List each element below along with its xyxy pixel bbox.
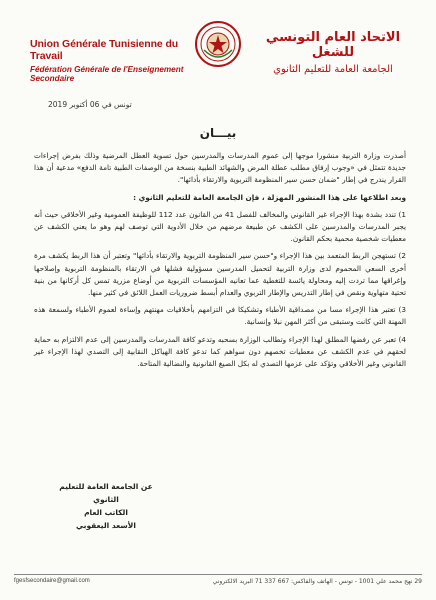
- point-4-paragraph: 4) تعبر عن رفضها المطلق لهذا الإجراء وتطالب الوزارة بسحبه وتدعو كافة المدرسات والمدرسين إلى عدم الالتزام به حماية لحقهم في عدم الكشف عن معطيات تخصهم دون سواهم كما تدعو كافة الهياكل النقابية إلى التصدي لهذا الإجراء غير القانوني وغير الأخلاقي وتؤكد على عزمها التصدي له بكل الصيغ القانونية والنضالية المتاحة.: [34, 334, 406, 369]
- signature-org: عن الجامعة العامة للتعليم الثانوي: [59, 482, 153, 504]
- ugtt-logo-icon: [194, 20, 242, 68]
- org-name-ar: الاتحاد العام التونسي للشغل: [265, 30, 401, 60]
- header-arabic: [248, 30, 418, 75]
- footer-divider: [14, 574, 422, 575]
- signature-name: الأسعد اليعقوبي: [76, 521, 136, 530]
- point-1-paragraph: 1) تندد بشدة بهذا الإجراء غير القانوني والمخالف للفصل 41 من القانون عدد 112 للوظيفة العمومية وغير الأخلاقي حيث أنه يجبر المدرسات والمدرسين على الكشف عن طبيعة مرضهم من خلال الأدوية التي توصف لهم وهو ما يعني الكشف عن معطيات شخصية محمية بحكم القانون.: [34, 209, 406, 244]
- lead-in-paragraph: وبعد اطلاعها على هذا المنشور المهزلة ، فإن الجامعة العامة للتعليم الثانوي :: [133, 192, 406, 202]
- signature-role: الكاتب العام: [84, 508, 128, 517]
- point-2-paragraph: 2) تستهجن الربط المتعمد بين هذا الإجراء و"حسن سير المنظومة التربوية والارتقاء بأدائها" وتعتبر أن هذا الربط يكشف مرة أخرى السعي المحموم لدى وزارة التربية لتحميل المدرسين مسؤولية فشلها في الارتقاء بالمنظومة التربوية وإصلاحها وإغراقها مما تردت إليه ومحاولة يائسة للتغطية عما تعانيه المؤسسات التربوية من أوضاع مزرية تمس كل أركانها من بنية تحتية متهاوية ونقص في إطار التدريس والإطار التربوي والعدام أبسط ضروريات العمل اللائق في كثير منها.: [34, 251, 406, 298]
- federation-name-ar: الجامعة العامة للتعليم الثانوي: [273, 64, 393, 75]
- document-date: تونس في 06 أكتوبر 2019: [48, 100, 132, 109]
- footer-email: fgesfsecondaire@gmail.com: [14, 578, 90, 584]
- footer-address: 29 نهج محمد علي 1001 - تونس - الهاتف والفاكس: 667 337 71 البريد الالكتروني: [212, 578, 422, 585]
- org-name-fr: Union Générale Tunisienne du Travail: [30, 38, 179, 62]
- point-3-paragraph: 3) تعتبر هذا الإجراء مسا من مصداقية الأطباء وتشكيكا في التزامهم بأخلاقيات مهنتهم وإساءة لعموم الأطباء ولسمعة هذه المهنة التي كانت وستبقى من أكثر المهن نبلا وإنسانية.: [34, 305, 406, 327]
- header-french: [30, 38, 210, 83]
- statement-body: [34, 150, 406, 375]
- signature-block: [46, 480, 166, 532]
- document-title: بيـــان: [199, 126, 237, 140]
- federation-name-fr: Fédération Générale de l'Enseignement Secondaire: [30, 65, 184, 83]
- intro-paragraph: أصدرت وزارة التربية منشورا موجها إلى عموم المدرسات والمدرسين حول تسوية العطل المرضية وذلك بفرض إجراءات جديدة تتمثل في «وجوب إرفاق مطلب عطلة المرض والشهائد الطبية بنسخة من الوصفات الطبية تامة الدفع» مدعية أن هذا القرار يندرج في إطار "ضمان حسن سير المنظومة التربوية والارتقاء بأدائها".: [34, 151, 406, 185]
